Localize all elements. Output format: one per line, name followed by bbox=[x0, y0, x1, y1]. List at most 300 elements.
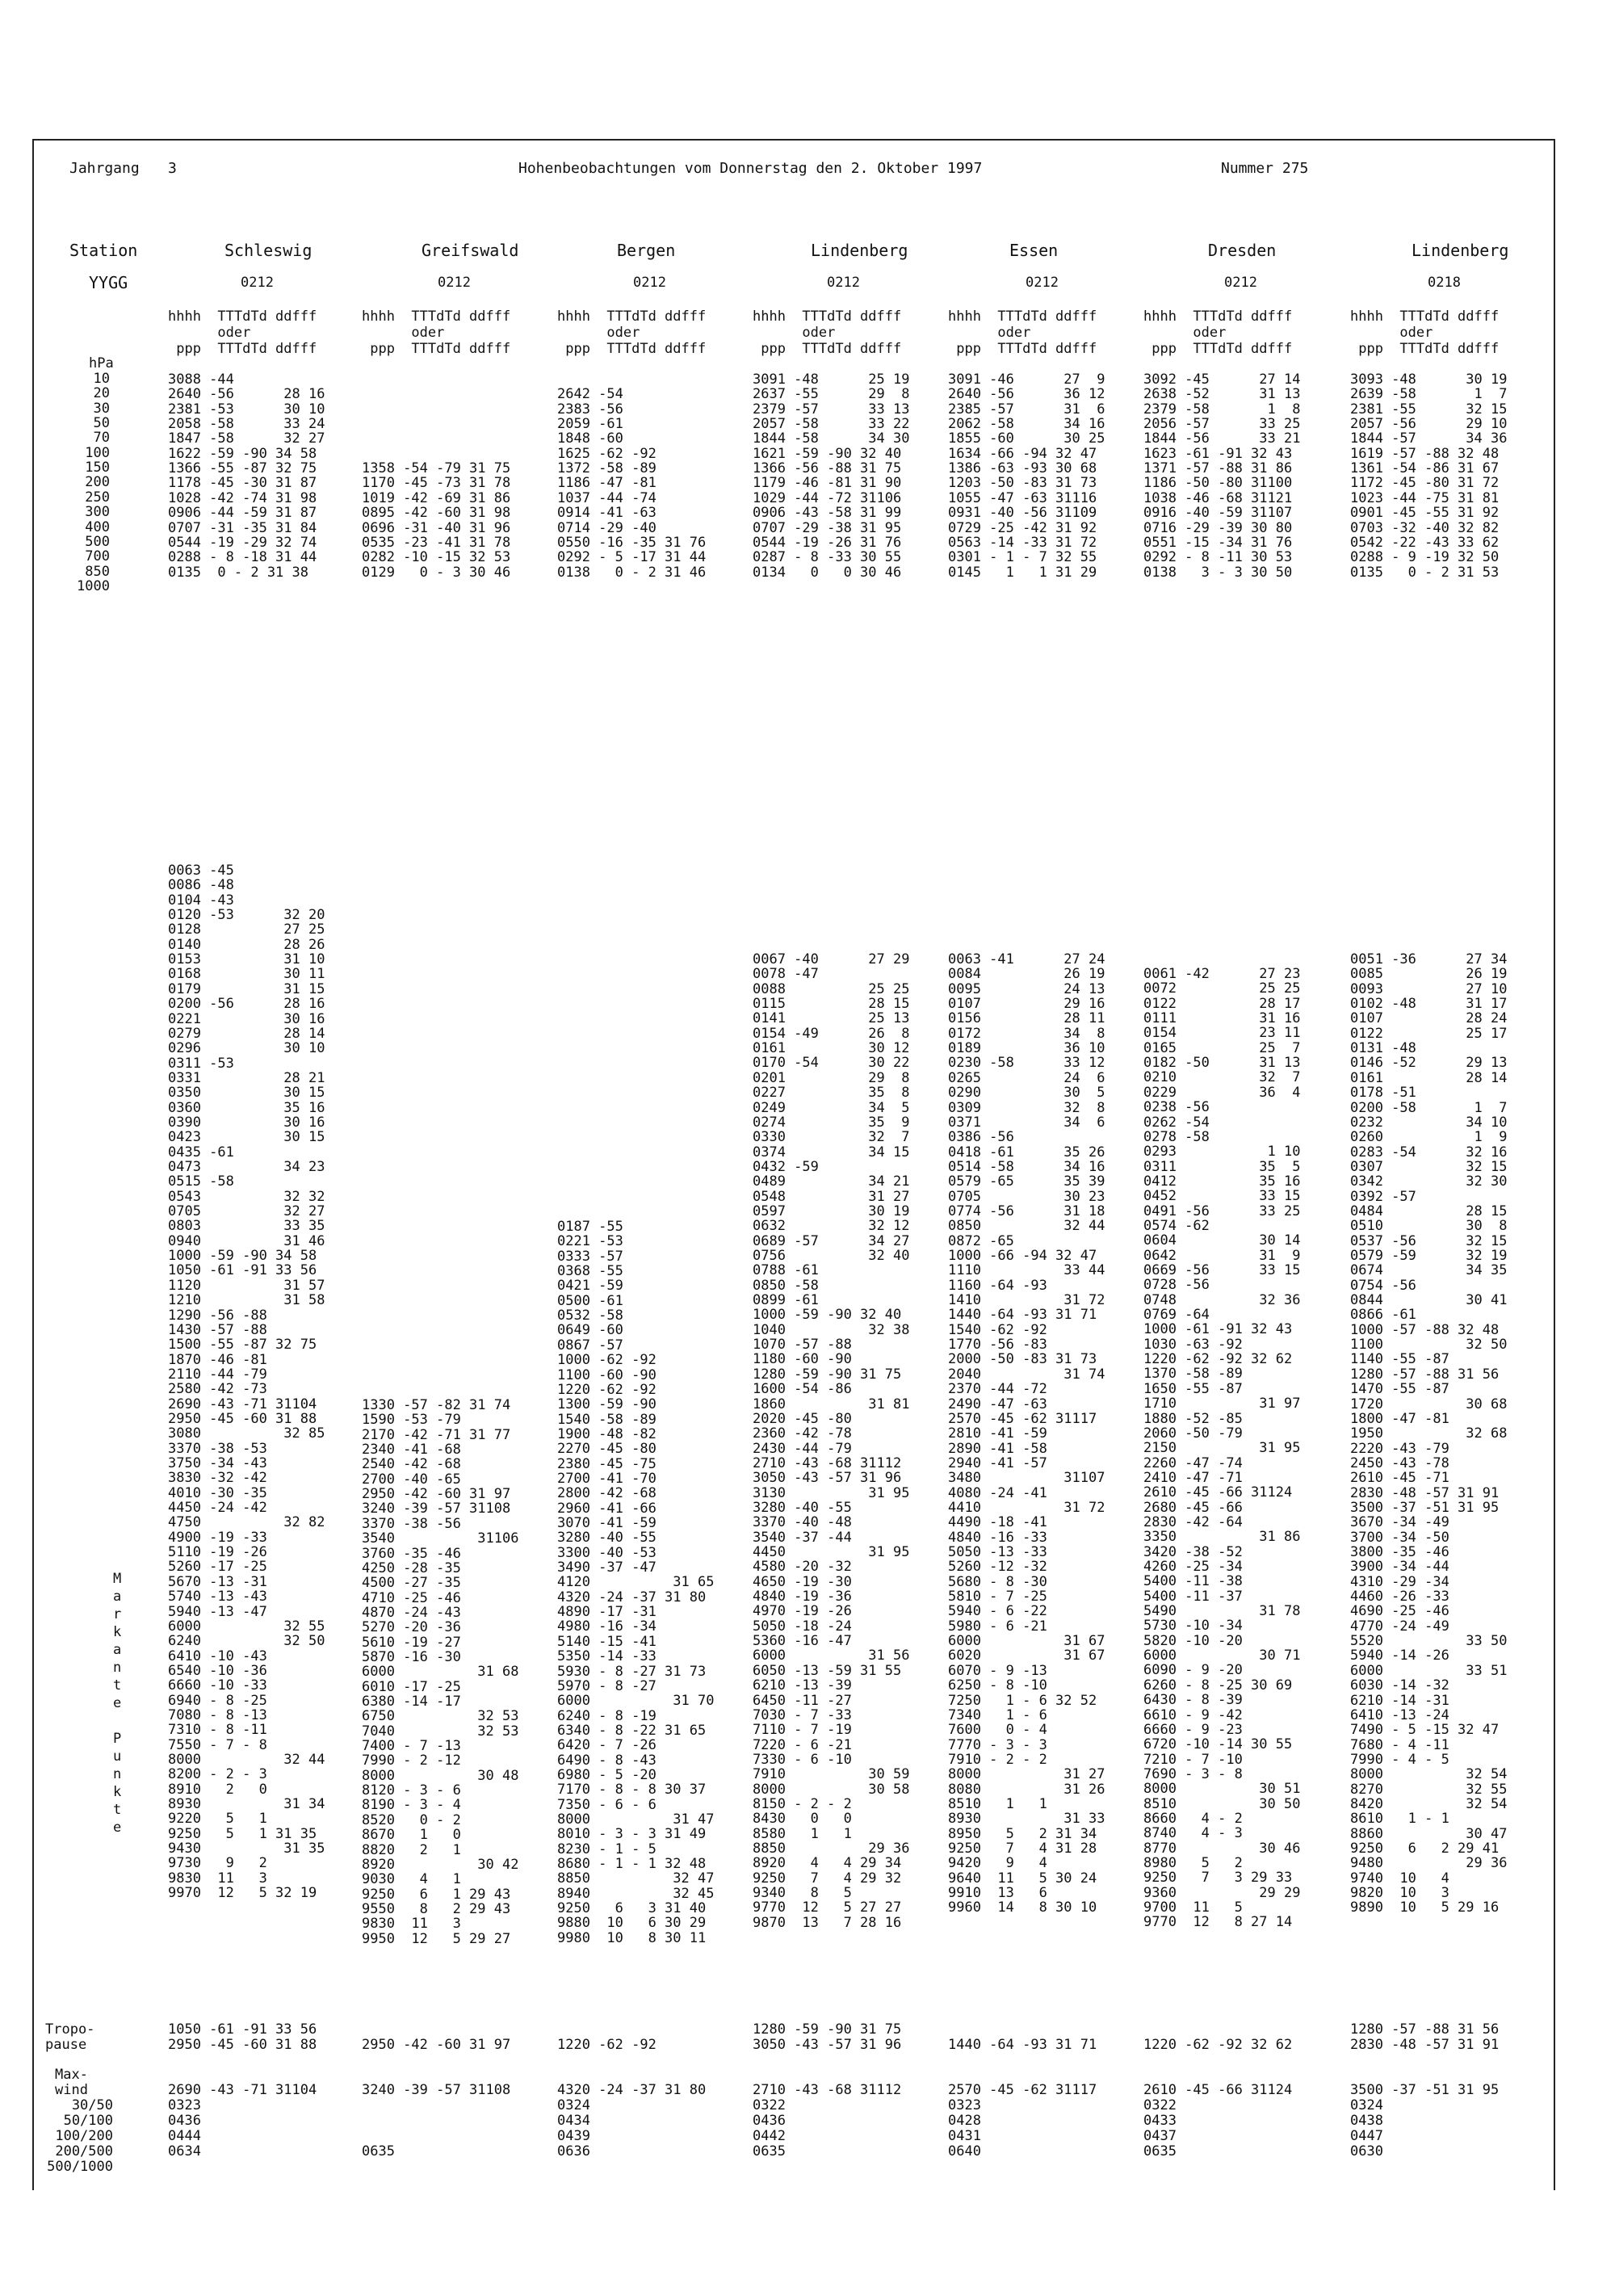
maxwind-value: 0437 bbox=[1143, 2128, 1177, 2144]
standard-level-row: 1055 -47 -63 31116 bbox=[948, 489, 1097, 506]
standard-level-row: 0292 - 8 -11 30 53 bbox=[1143, 549, 1293, 566]
markante-row: 8150 - 2 - 2 bbox=[753, 1795, 852, 1812]
jahrgang-label: Jahrgang bbox=[69, 160, 140, 177]
standard-level-row: 0292 - 5 -17 31 44 bbox=[557, 549, 707, 566]
standard-level-row: 0288 - 9 -19 32 50 bbox=[1350, 549, 1500, 566]
markante-row: 0238 -56 bbox=[1143, 1099, 1210, 1116]
markante-row: 9830 11 3 bbox=[168, 1870, 267, 1887]
markante-row: 0754 -56 bbox=[1350, 1277, 1416, 1294]
markante-row: 0510 30 8 bbox=[1350, 1218, 1508, 1235]
standard-level-row: 0138 0 - 2 31 46 bbox=[557, 564, 707, 581]
markante-row: 8230 - 1 - 5 bbox=[557, 1841, 656, 1857]
markante-punkte-letter: a bbox=[113, 1589, 122, 1605]
markante-row: 0170 -54 30 22 bbox=[753, 1055, 910, 1072]
standard-level-row: 0714 -29 -40 bbox=[557, 519, 656, 536]
markante-row: 9820 10 3 bbox=[1350, 1885, 1449, 1902]
standard-level-row: 0544 -19 -26 31 76 bbox=[753, 534, 902, 551]
maxwind-value: 0431 bbox=[948, 2128, 981, 2144]
markante-row: 0115 28 15 bbox=[753, 996, 910, 1013]
markante-row: 0221 -53 bbox=[557, 1233, 623, 1250]
station-yygg: 0218 bbox=[1428, 275, 1461, 291]
column-heading: hhhh TTTdTd ddfff bbox=[948, 309, 1097, 325]
markante-row: 1720 30 68 bbox=[1350, 1396, 1508, 1412]
markante-row: 3750 -34 -43 bbox=[168, 1455, 267, 1471]
standard-level-row: 1634 -66 -94 32 47 bbox=[948, 445, 1097, 462]
markante-row: 6720 -10 -14 30 55 bbox=[1143, 1736, 1293, 1753]
markante-row: 6090 - 9 -20 bbox=[1143, 1662, 1243, 1679]
markante-row: 6410 -13 -24 bbox=[1350, 1706, 1449, 1723]
markante-row: 8930 31 33 bbox=[948, 1811, 1105, 1828]
markante-row: 6540 -10 -36 bbox=[168, 1662, 267, 1679]
markante-row: 6070 - 9 -13 bbox=[948, 1662, 1047, 1679]
markante-row: 8000 30 48 bbox=[362, 1767, 519, 1784]
tropopause-value: 1440 -64 -93 31 71 bbox=[948, 2037, 1097, 2053]
markante-punkte-letter: t bbox=[113, 1802, 122, 1818]
markante-row: 0331 28 21 bbox=[168, 1069, 325, 1086]
pressure-level-label: 10 bbox=[93, 371, 110, 387]
markante-row: 0154 23 11 bbox=[1143, 1025, 1301, 1042]
markante-row: 0515 -58 bbox=[168, 1173, 234, 1190]
markante-row: 1280 -57 -88 31 56 bbox=[1350, 1366, 1500, 1383]
pressure-level-label: 50 bbox=[93, 415, 110, 432]
markante-row: 3240 -39 -57 31108 bbox=[362, 1501, 511, 1517]
pressure-level-label: 30 bbox=[93, 400, 110, 417]
markante-row: 8950 5 2 31 34 bbox=[948, 1825, 1097, 1842]
markante-row: 0899 -61 bbox=[753, 1292, 819, 1309]
markante-row: 2810 -41 -59 bbox=[948, 1425, 1047, 1442]
markante-row: 7030 - 7 -33 bbox=[753, 1706, 852, 1723]
standard-level-row: 2638 -52 31 13 bbox=[1143, 386, 1301, 403]
standard-level-row: 1625 -62 -92 bbox=[557, 445, 656, 462]
markante-row: 0491 -56 33 25 bbox=[1143, 1203, 1301, 1219]
markante-row: 0728 -56 bbox=[1143, 1277, 1210, 1294]
markante-row: 1410 31 72 bbox=[948, 1292, 1105, 1309]
markante-row: 0705 32 27 bbox=[168, 1203, 325, 1220]
standard-level-row: 1623 -61 -91 32 43 bbox=[1143, 445, 1293, 462]
standard-level-row: 1037 -44 -74 bbox=[557, 489, 656, 506]
standard-level-row: 2062 -58 34 16 bbox=[948, 416, 1105, 433]
standard-level-row: 2381 -55 32 15 bbox=[1350, 401, 1508, 418]
pressure-level-label: 20 bbox=[93, 385, 110, 402]
markante-row: 2220 -43 -79 bbox=[1350, 1440, 1449, 1457]
standard-level-row: 2640 -56 28 16 bbox=[168, 386, 325, 403]
markante-row: 2110 -44 -79 bbox=[168, 1366, 267, 1383]
markante-row: 0642 31 9 bbox=[1143, 1247, 1301, 1264]
markante-row: 0262 -54 bbox=[1143, 1114, 1210, 1131]
standard-level-row: 1023 -44 -75 31 81 bbox=[1350, 489, 1500, 506]
markante-row: 7910 30 59 bbox=[753, 1766, 910, 1783]
yygg-label: YYGG bbox=[89, 273, 128, 292]
markante-row: 0111 31 16 bbox=[1143, 1010, 1301, 1027]
markante-row: 8920 30 42 bbox=[362, 1856, 519, 1873]
standard-level-row: 0551 -15 -34 31 76 bbox=[1143, 534, 1293, 551]
standard-level-row: 1855 -60 30 25 bbox=[948, 430, 1105, 447]
markante-row: 6410 -10 -43 bbox=[168, 1647, 267, 1664]
markante-row: 0484 28 15 bbox=[1350, 1203, 1508, 1219]
markante-row: 7110 - 7 -19 bbox=[753, 1722, 852, 1739]
markante-row: 5730 -10 -34 bbox=[1143, 1618, 1243, 1635]
markante-row: 9220 5 1 bbox=[168, 1811, 267, 1828]
markante-row: 0072 25 25 bbox=[1143, 980, 1301, 997]
markante-row: 3700 -34 -50 bbox=[1350, 1529, 1449, 1546]
markante-row: 0201 29 8 bbox=[753, 1069, 910, 1086]
standard-level-row: 3093 -48 30 19 bbox=[1350, 371, 1508, 388]
markante-row: 8430 0 0 bbox=[753, 1811, 852, 1828]
markante-row: 5670 -13 -31 bbox=[168, 1573, 267, 1590]
maxwind-value: 0442 bbox=[753, 2128, 786, 2144]
markante-row: 1030 -63 -92 bbox=[1143, 1336, 1243, 1353]
markante-row: 2340 -41 -68 bbox=[362, 1442, 461, 1459]
markante-row: 4490 -18 -41 bbox=[948, 1514, 1047, 1531]
markante-row: 4770 -24 -49 bbox=[1350, 1618, 1449, 1635]
maxwind-layer-label: 50/100 bbox=[63, 2113, 113, 2129]
column-heading: ppp TTTdTd ddfff bbox=[1143, 341, 1293, 357]
markante-row: 0386 -56 bbox=[948, 1129, 1014, 1146]
markante-row: 0154 -49 26 8 bbox=[753, 1025, 910, 1042]
markante-row: 6050 -13 -59 31 55 bbox=[753, 1662, 902, 1679]
markante-row: 0061 -42 27 23 bbox=[1143, 966, 1301, 982]
markante-row: 5400 -11 -37 bbox=[1143, 1588, 1243, 1605]
maxwind-layer-label: 30/50 bbox=[71, 2097, 113, 2113]
markante-row: 9550 8 2 29 43 bbox=[362, 1900, 511, 1917]
markante-row: 3070 -41 -59 bbox=[557, 1515, 656, 1531]
markante-row: 0940 31 46 bbox=[168, 1232, 325, 1249]
markante-row: 0392 -57 bbox=[1350, 1188, 1416, 1205]
markante-row: 0179 31 15 bbox=[168, 980, 325, 997]
markante-row: 1070 -57 -88 bbox=[753, 1337, 852, 1354]
markante-row: 0107 28 24 bbox=[1350, 1010, 1508, 1027]
markante-row: 0473 34 23 bbox=[168, 1159, 325, 1175]
standard-level-row: 2640 -56 36 12 bbox=[948, 386, 1105, 403]
markante-punkte-letter: M bbox=[113, 1571, 122, 1587]
markante-row: 8000 31 47 bbox=[557, 1811, 715, 1828]
markante-row: 5930 - 8 -27 31 73 bbox=[557, 1663, 707, 1680]
standard-level-row: 0287 - 8 -33 30 55 bbox=[753, 549, 902, 566]
markante-row: 0067 -40 27 29 bbox=[753, 951, 910, 968]
markante-row: 9480 29 36 bbox=[1350, 1855, 1508, 1872]
standard-level-row: 0696 -31 -40 31 96 bbox=[362, 519, 511, 536]
page-title: Hohenbeobachtungen vom Donnerstag den 2. Oktober 1997 bbox=[518, 160, 983, 177]
column-heading: ppp TTTdTd ddfff bbox=[753, 341, 902, 357]
markante-row: 3900 -34 -44 bbox=[1350, 1559, 1449, 1576]
station-name: Schleswig bbox=[224, 241, 313, 260]
markante-row: 0063 -41 27 24 bbox=[948, 951, 1105, 968]
markante-row: 4580 -20 -32 bbox=[753, 1559, 852, 1576]
markante-row: 4840 -16 -33 bbox=[948, 1529, 1047, 1546]
markante-row: 0674 34 35 bbox=[1350, 1262, 1508, 1279]
maxwind-label: wind bbox=[55, 2082, 88, 2098]
markante-row: 3480 31107 bbox=[948, 1470, 1105, 1487]
markante-row: 4500 -27 -35 bbox=[362, 1575, 461, 1592]
markante-row: 6980 - 5 -20 bbox=[557, 1766, 656, 1783]
markante-row: 5870 -16 -30 bbox=[362, 1648, 461, 1665]
standard-level-row: 2379 -58 1 8 bbox=[1143, 401, 1301, 418]
markante-row: 2830 -42 -64 bbox=[1143, 1513, 1243, 1530]
markante-row: 8860 30 47 bbox=[1350, 1825, 1508, 1842]
pressure-level-label: 250 bbox=[85, 489, 110, 506]
markante-row: 0368 -55 bbox=[557, 1263, 623, 1280]
markante-row: 6940 - 8 -25 bbox=[168, 1692, 267, 1709]
markante-punkte-letter: k bbox=[113, 1624, 122, 1640]
markante-row: 5260 -12 -32 bbox=[948, 1559, 1047, 1576]
markante-row: 1120 31 57 bbox=[168, 1277, 325, 1294]
markante-row: 0371 34 6 bbox=[948, 1114, 1105, 1131]
standard-level-row: 2642 -54 bbox=[557, 386, 623, 403]
standard-level-row: 3091 -46 27 9 bbox=[948, 371, 1105, 388]
markante-row: 9700 11 5 bbox=[1143, 1899, 1243, 1916]
maxwind-value: 0630 bbox=[1350, 2143, 1383, 2160]
markante-row: 1180 -60 -90 bbox=[753, 1351, 852, 1368]
markante-row: 2610 -45 -71 bbox=[1350, 1470, 1449, 1487]
markante-row: 6380 -14 -17 bbox=[362, 1694, 461, 1710]
markante-punkte-letter: u bbox=[113, 1748, 122, 1765]
markante-row: 0178 -51 bbox=[1350, 1085, 1416, 1102]
markante-row: 0574 -62 bbox=[1143, 1217, 1210, 1234]
markante-row: 3670 -34 -49 bbox=[1350, 1514, 1449, 1531]
standard-level-row: 3091 -48 25 19 bbox=[753, 371, 910, 388]
station-name: Essen bbox=[1009, 241, 1059, 260]
markante-row: 6660 - 9 -23 bbox=[1143, 1721, 1243, 1738]
markante-row: 1000 -59 -90 34 58 bbox=[168, 1248, 317, 1265]
markante-row: 6000 31 70 bbox=[557, 1693, 715, 1710]
markante-row: 8270 32 55 bbox=[1350, 1781, 1508, 1798]
markante-row: 1000 -61 -91 32 43 bbox=[1143, 1321, 1293, 1338]
markante-row: 0088 25 25 bbox=[753, 980, 910, 997]
markante-row: 0107 29 16 bbox=[948, 996, 1105, 1013]
markante-row: 4460 -26 -33 bbox=[1350, 1589, 1449, 1606]
markante-row: 1540 -62 -92 bbox=[948, 1321, 1047, 1338]
hpa-label: hPa bbox=[89, 355, 114, 371]
standard-level-row: 2381 -53 30 10 bbox=[168, 401, 325, 418]
markante-row: 0141 25 13 bbox=[753, 1010, 910, 1027]
maxwind-value: 0323 bbox=[948, 2097, 981, 2113]
maxwind-value: 0640 bbox=[948, 2143, 981, 2160]
markante-row: 9770 12 8 27 14 bbox=[1143, 1914, 1293, 1931]
markante-row: 2700 -41 -70 bbox=[557, 1470, 656, 1487]
markante-row: 8660 4 - 2 bbox=[1143, 1810, 1243, 1827]
markante-row: 4410 31 72 bbox=[948, 1499, 1105, 1516]
markante-row: 9880 10 6 30 29 bbox=[557, 1915, 707, 1932]
markante-row: 0330 32 7 bbox=[753, 1129, 910, 1146]
markante-row: 0168 30 11 bbox=[168, 966, 325, 983]
markante-row: 6020 31 67 bbox=[948, 1647, 1105, 1664]
markante-row: 8190 - 3 - 4 bbox=[362, 1797, 461, 1814]
markante-row: 0156 28 11 bbox=[948, 1010, 1105, 1027]
pressure-level-label: 1000 bbox=[77, 577, 110, 594]
station-yygg: 0212 bbox=[827, 275, 860, 291]
markante-row: 0104 -43 bbox=[168, 892, 234, 909]
maxwind-value: 0447 bbox=[1350, 2128, 1383, 2144]
standard-level-row: 1366 -55 -87 32 75 bbox=[168, 460, 317, 477]
markante-row: 3540 -37 -44 bbox=[753, 1529, 852, 1546]
markante-row: 3300 -40 -53 bbox=[557, 1544, 656, 1561]
maxwind-value: 0444 bbox=[168, 2128, 201, 2144]
markante-row: 5260 -17 -25 bbox=[168, 1559, 267, 1576]
markante-row: 0579 -59 32 19 bbox=[1350, 1248, 1508, 1264]
column-heading: ppp TTTdTd ddfff bbox=[168, 341, 317, 357]
markante-row: 0432 -59 bbox=[753, 1158, 819, 1175]
markante-row: 8670 1 0 bbox=[362, 1827, 461, 1844]
standard-level-row: 0134 0 0 30 46 bbox=[753, 564, 902, 581]
markante-row: 9360 29 29 bbox=[1143, 1884, 1301, 1901]
standard-level-row: 2058 -58 33 24 bbox=[168, 416, 325, 433]
markante-row: 8200 - 2 - 3 bbox=[168, 1766, 267, 1783]
markante-row: 3370 -40 -48 bbox=[753, 1514, 852, 1531]
markante-row: 4840 -19 -36 bbox=[753, 1589, 852, 1606]
standard-level-row: 2057 -58 33 22 bbox=[753, 416, 910, 433]
markante-row: 4010 -30 -35 bbox=[168, 1484, 267, 1501]
markante-row: 2950 -45 -60 31 88 bbox=[168, 1410, 317, 1427]
markante-row: 8980 5 2 bbox=[1143, 1855, 1243, 1871]
markante-row: 2680 -45 -66 bbox=[1143, 1499, 1243, 1516]
maxwind-value: 2690 -43 -71 31104 bbox=[168, 2082, 317, 2098]
markante-row: 8910 2 0 bbox=[168, 1781, 267, 1798]
standard-level-row: 0145 1 1 31 29 bbox=[948, 564, 1097, 581]
markante-row: 0210 32 7 bbox=[1143, 1069, 1301, 1086]
standard-level-row: 1029 -44 -72 31106 bbox=[753, 489, 902, 506]
markante-row: 1220 -62 -92 32 62 bbox=[1143, 1351, 1293, 1368]
standard-level-row: 0550 -16 -35 31 76 bbox=[557, 534, 707, 551]
standard-level-row: 1386 -63 -93 30 68 bbox=[948, 460, 1097, 477]
markante-row: 0230 -58 33 12 bbox=[948, 1055, 1105, 1072]
markante-row: 1000 -59 -90 32 40 bbox=[753, 1307, 902, 1324]
pressure-level-label: 850 bbox=[85, 563, 110, 580]
standard-level-row: 0707 -29 -38 31 95 bbox=[753, 519, 902, 536]
column-heading: ppp TTTdTd ddfff bbox=[557, 341, 707, 357]
markante-row: 1430 -57 -88 bbox=[168, 1321, 267, 1338]
markante-row: 9890 10 5 29 16 bbox=[1350, 1899, 1500, 1916]
standard-level-row: 1179 -46 -81 31 90 bbox=[753, 475, 902, 492]
column-heading: oder bbox=[168, 325, 251, 341]
standard-level-row: 1019 -42 -69 31 86 bbox=[362, 489, 511, 506]
markante-punkte-letter: e bbox=[113, 1820, 122, 1836]
column-heading: oder bbox=[948, 325, 1031, 341]
standard-level-row: 0135 0 - 2 31 38 bbox=[168, 564, 308, 581]
markante-row: 1100 -60 -90 bbox=[557, 1366, 656, 1383]
markante-punkte-letter: k bbox=[113, 1784, 122, 1800]
markante-row: 6240 - 8 -19 bbox=[557, 1707, 656, 1724]
markante-row: 0669 -56 33 15 bbox=[1143, 1262, 1301, 1278]
standard-level-row: 1366 -56 -88 31 75 bbox=[753, 460, 902, 477]
markante-row: 1000 -57 -88 32 48 bbox=[1350, 1321, 1500, 1338]
markante-row: 1280 -59 -90 31 75 bbox=[753, 1366, 902, 1383]
markante-row: 0311 -53 bbox=[168, 1055, 234, 1072]
markante-row: 2540 -42 -68 bbox=[362, 1456, 461, 1473]
markante-row: 1290 -56 -88 bbox=[168, 1307, 267, 1324]
markante-row: 0756 32 40 bbox=[753, 1248, 910, 1264]
markante-row: 1470 -55 -87 bbox=[1350, 1381, 1449, 1398]
markante-row: 5940 -14 -26 bbox=[1350, 1647, 1449, 1664]
markante-row: 3490 -37 -47 bbox=[557, 1559, 656, 1576]
markante-row: 0278 -58 bbox=[1143, 1128, 1210, 1145]
markante-row: 4890 -17 -31 bbox=[557, 1604, 656, 1621]
tropopause-value: 2950 -42 -60 31 97 bbox=[362, 2037, 511, 2053]
markante-row: 2170 -42 -71 31 77 bbox=[362, 1426, 511, 1443]
markante-row: 5970 - 8 -27 bbox=[557, 1677, 656, 1694]
markante-row: 9770 12 5 27 27 bbox=[753, 1899, 902, 1916]
maxwind-value: 2610 -45 -66 31124 bbox=[1143, 2082, 1293, 2098]
markante-row: 7690 - 3 - 8 bbox=[1143, 1765, 1243, 1782]
tropopause-value: 1220 -62 -92 32 62 bbox=[1143, 2037, 1293, 2053]
maxwind-layer-label: 500/1000 bbox=[47, 2159, 113, 2175]
markante-row: 6260 - 8 -25 30 69 bbox=[1143, 1677, 1293, 1694]
markante-row: 1710 31 97 bbox=[1143, 1396, 1301, 1412]
markante-row: 0265 24 6 bbox=[948, 1069, 1105, 1086]
markante-row: 8510 30 50 bbox=[1143, 1795, 1301, 1812]
markante-row: 7250 1 - 6 32 52 bbox=[948, 1692, 1097, 1709]
markante-row: 7210 - 7 -10 bbox=[1143, 1751, 1243, 1768]
markante-row: 8510 1 1 bbox=[948, 1795, 1047, 1812]
standard-level-row: 1172 -45 -80 31 72 bbox=[1350, 475, 1500, 492]
standard-level-row: 0716 -29 -39 30 80 bbox=[1143, 519, 1293, 536]
markante-row: 0597 30 19 bbox=[753, 1203, 910, 1219]
markante-row: 0803 33 35 bbox=[168, 1218, 325, 1235]
markante-row: 2020 -45 -80 bbox=[753, 1410, 852, 1427]
markante-row: 5810 - 7 -25 bbox=[948, 1589, 1047, 1606]
markante-row: 6010 -17 -25 bbox=[362, 1678, 461, 1695]
markante-row: 7600 0 - 4 bbox=[948, 1722, 1047, 1739]
markante-row: 2710 -43 -68 31112 bbox=[753, 1454, 902, 1471]
markante-row: 1370 -58 -89 bbox=[1143, 1366, 1243, 1383]
markante-row: 0051 -36 27 34 bbox=[1350, 951, 1508, 968]
column-heading: hhhh TTTdTd ddfff bbox=[557, 309, 707, 325]
markante-row: 3350 31 86 bbox=[1143, 1529, 1301, 1546]
markante-row: 2690 -43 -71 31104 bbox=[168, 1396, 317, 1412]
standard-level-row: 2059 -61 bbox=[557, 416, 623, 433]
station-name: Greifswald bbox=[422, 241, 519, 260]
pressure-level-label: 70 bbox=[93, 430, 110, 447]
standard-level-row: 2637 -55 29 8 bbox=[753, 386, 910, 403]
markante-row: 8080 31 26 bbox=[948, 1781, 1105, 1798]
markante-row: 4450 31 95 bbox=[753, 1544, 910, 1560]
column-heading: ppp TTTdTd ddfff bbox=[1350, 341, 1500, 357]
markante-row: 5490 31 78 bbox=[1143, 1603, 1301, 1620]
markante-row: 3830 -32 -42 bbox=[168, 1470, 267, 1487]
markante-row: 0131 -48 bbox=[1350, 1040, 1416, 1057]
maxwind-value: 0324 bbox=[557, 2097, 590, 2113]
standard-level-row: 0301 - 1 - 7 32 55 bbox=[948, 549, 1097, 566]
markante-row: 1900 -48 -82 bbox=[557, 1425, 656, 1442]
standard-level-row: 0135 0 - 2 31 53 bbox=[1350, 564, 1500, 581]
markante-row: 3420 -38 -52 bbox=[1143, 1543, 1243, 1560]
markante-row: 9950 12 5 29 27 bbox=[362, 1930, 511, 1947]
markante-row: 6000 30 71 bbox=[1143, 1647, 1301, 1664]
markante-row: 3280 -40 -55 bbox=[753, 1499, 852, 1516]
markante-row: 8930 31 34 bbox=[168, 1796, 325, 1813]
markante-row: 3370 -38 -56 bbox=[362, 1515, 461, 1532]
markante-row: 0788 -61 bbox=[753, 1262, 819, 1279]
markante-row: 0705 30 23 bbox=[948, 1188, 1105, 1205]
standard-level-row: 0916 -40 -59 31107 bbox=[1143, 505, 1293, 522]
markante-row: 4250 -28 -35 bbox=[362, 1559, 461, 1576]
markante-row: 1050 -61 -91 33 56 bbox=[168, 1262, 317, 1279]
maxwind-value: 0322 bbox=[753, 2097, 786, 2113]
standard-level-row: 1619 -57 -88 32 48 bbox=[1350, 445, 1500, 462]
markante-row: 6750 32 53 bbox=[362, 1708, 519, 1725]
markante-row: 2410 -47 -71 bbox=[1143, 1469, 1243, 1486]
markante-row: 6210 -14 -31 bbox=[1350, 1692, 1449, 1709]
tropopause-value: 3050 -43 -57 31 96 bbox=[753, 2037, 902, 2053]
markante-row: 4750 32 82 bbox=[168, 1514, 325, 1531]
markante-row: 0122 25 17 bbox=[1350, 1025, 1508, 1042]
markante-row: 2370 -44 -72 bbox=[948, 1381, 1047, 1398]
markante-row: 9730 9 2 bbox=[168, 1855, 267, 1872]
markante-row: 0221 30 16 bbox=[168, 1010, 325, 1027]
markante-row: 6210 -13 -39 bbox=[753, 1677, 852, 1694]
standard-level-row: 0906 -43 -58 31 99 bbox=[753, 505, 902, 522]
markante-row: 3280 -40 -55 bbox=[557, 1530, 656, 1547]
markante-row: 9030 4 1 bbox=[362, 1871, 461, 1888]
